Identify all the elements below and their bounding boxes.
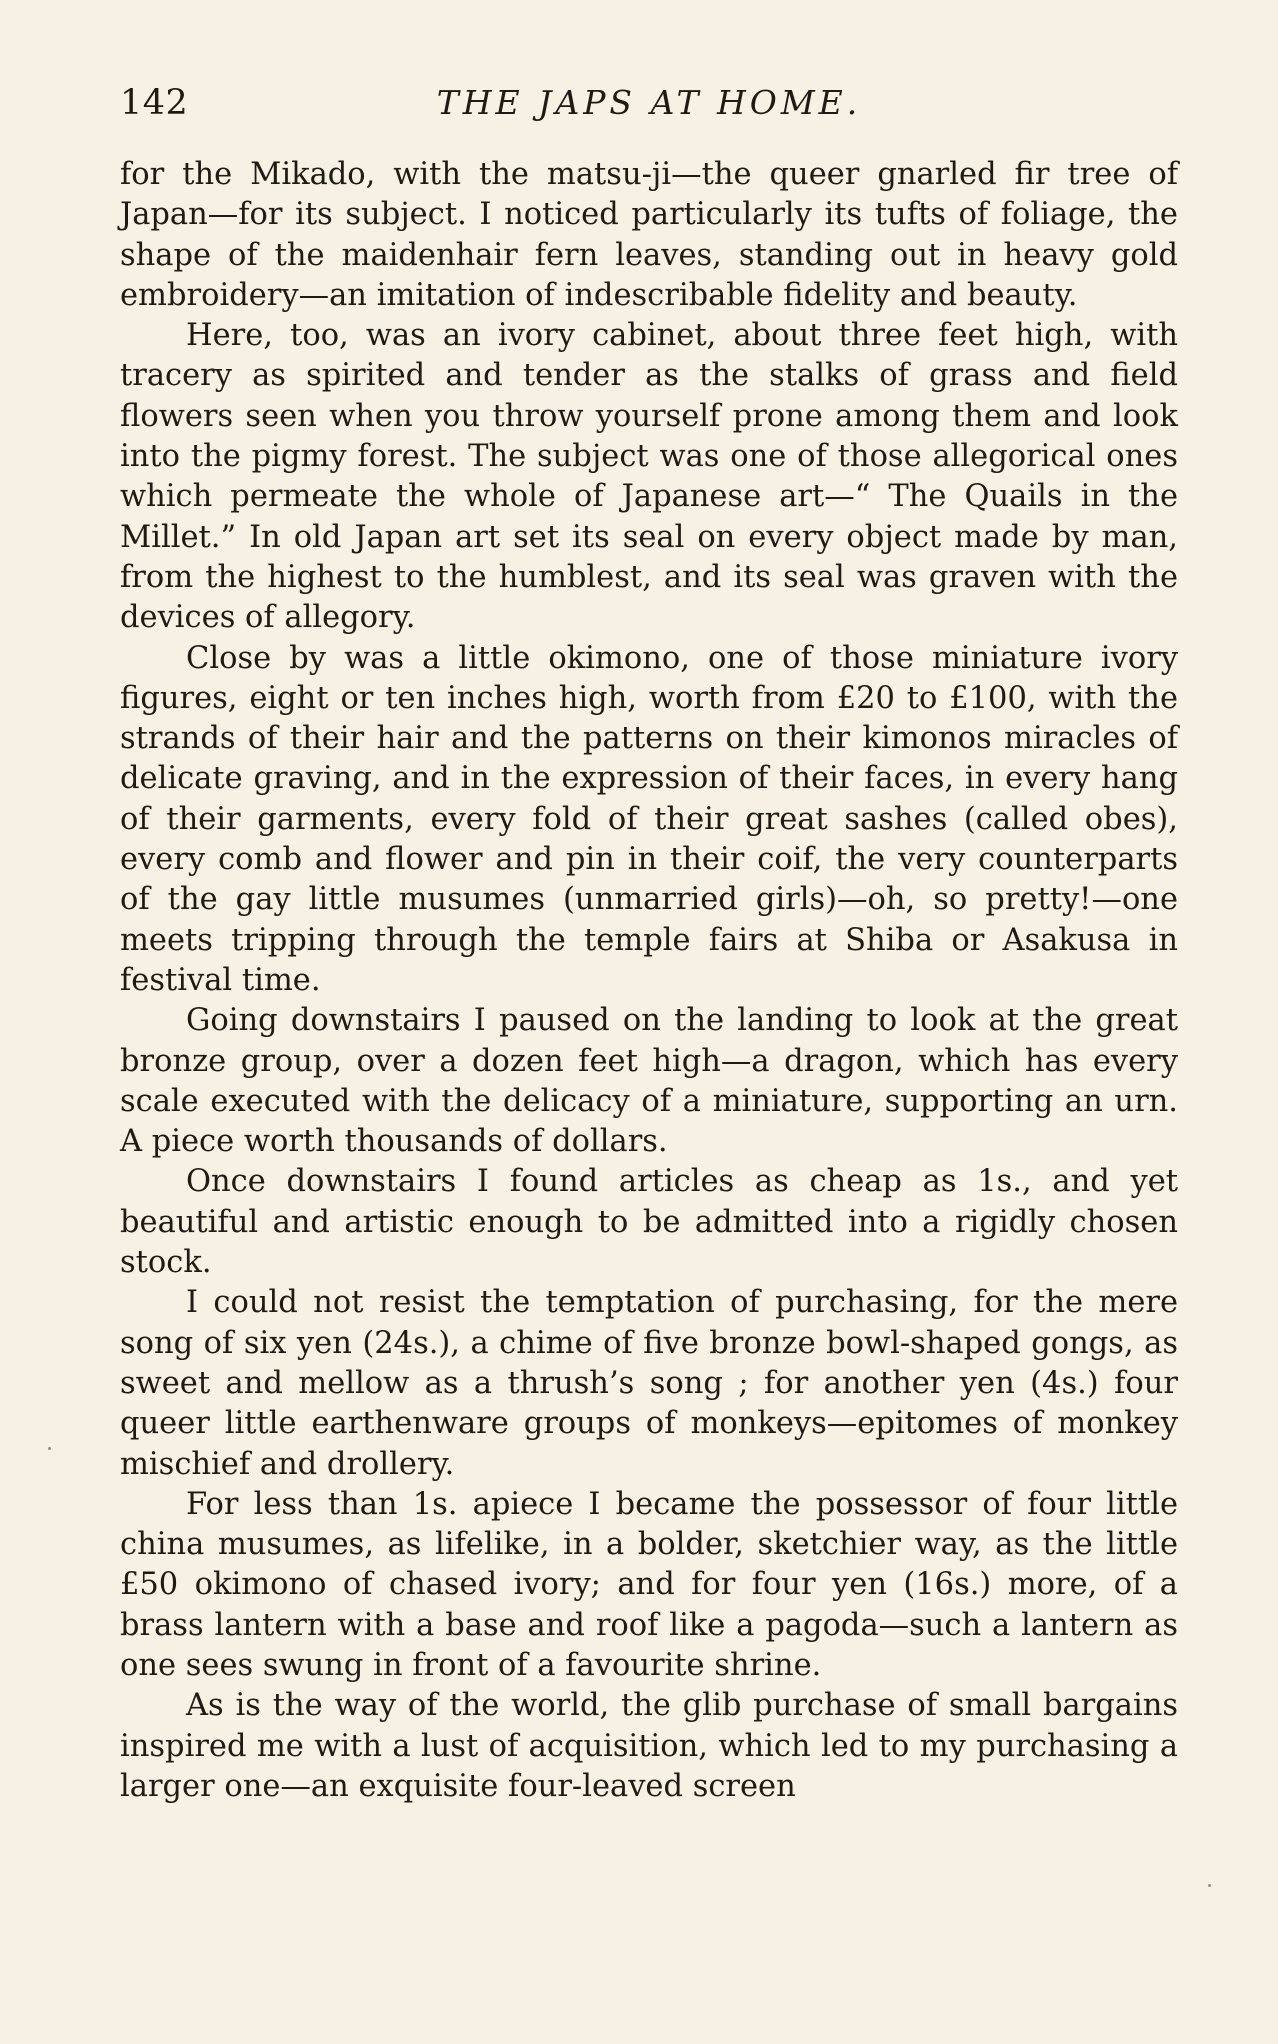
page-number: 142 bbox=[120, 83, 189, 123]
paragraph-continued: for the Mikado, with the matsu-ji—the queer gnarled fir tree of Japan—for its subject. I noticed particularly its tufts of foliage, the shape of the maidenhair fern leaves, standing out in heavy gold embroidery—an imitation of indescribable fidelity and beauty. bbox=[120, 157, 1178, 313]
running-title: THE JAPS AT HOME. bbox=[436, 83, 862, 122]
paragraph-screen-purchase: As is the way of the world, the glib purchase of small bargains inspired me with a lust of acquisition, which led to my purchasing a larger one—an exquisite four-leaved screen bbox=[120, 1688, 1178, 1804]
paper-speck bbox=[1208, 1884, 1211, 1887]
paragraph-okimono: Close by was a little okimono, one of those miniature ivory figures, eight or ten inches high, worth from £20 to £100, with the strands of their hair and the patterns on their kimonos miracles of delicate graving, and in the expression of their faces, in every hang of their garments, every fold of their great sashes (called obes), every comb and flower and pin in their coif, the very counterparts of the gay little musumes (unmarried girls)—oh, so pretty!—one meets tripping through the temple fairs at Shiba or Asakusa in festival time. bbox=[120, 640, 1178, 998]
paragraph-bronze-group: Going downstairs I paused on the landing to look at the great bronze group, over a dozen feet high—a dragon, which has every scale executed with the delicacy of a miniature, supporting an urn. A piece worth thousands of dollars. bbox=[120, 1003, 1178, 1160]
page-header bbox=[120, 78, 1178, 128]
paragraph-cheap-articles: Once downstairs I found articles as cheap as 1s., and yet beautiful and artistic enough to be admitted into a rigidly chosen stock. bbox=[120, 1164, 1178, 1281]
body-text bbox=[120, 155, 1178, 1807]
paragraph-gongs-purchase: I could not resist the temptation of purchasing, for the mere song of six yen (24s.), a chime of five bronze bowl-shaped gongs, as sweet and mellow as a thrush’s song ; for another yen (4s.) four queer little earthenware groups of monkeys—epitomes of monkey mischief and drollery. bbox=[120, 1285, 1178, 1482]
paragraph-china-musumes: For less than 1s. apiece I became the possessor of four little china musumes, as lifelike, in a bolder, sketchier way, as the little £50 okimono of chased ivory; and for four yen (16s.) more, of a brass lantern with a base and roof like a pagoda—such a lantern as one sees swung in front of a favourite shrine. bbox=[120, 1486, 1178, 1683]
paper-speck bbox=[48, 1447, 51, 1450]
paragraph-ivory-cabinet: Here, too, was an ivory cabinet, about three feet high, with tracery as spirited and tender as the stalks of grass and field flowers seen when you throw yourself prone among them and look into the pigmy forest. The subject was one of those allegorical ones which permeate the whole of Japanese art—“ The Quails in the Millet.” In old Japan art set its seal on every object made by man, from the highest to the humblest, and its seal was graven with the devices of allegory. bbox=[120, 318, 1178, 636]
